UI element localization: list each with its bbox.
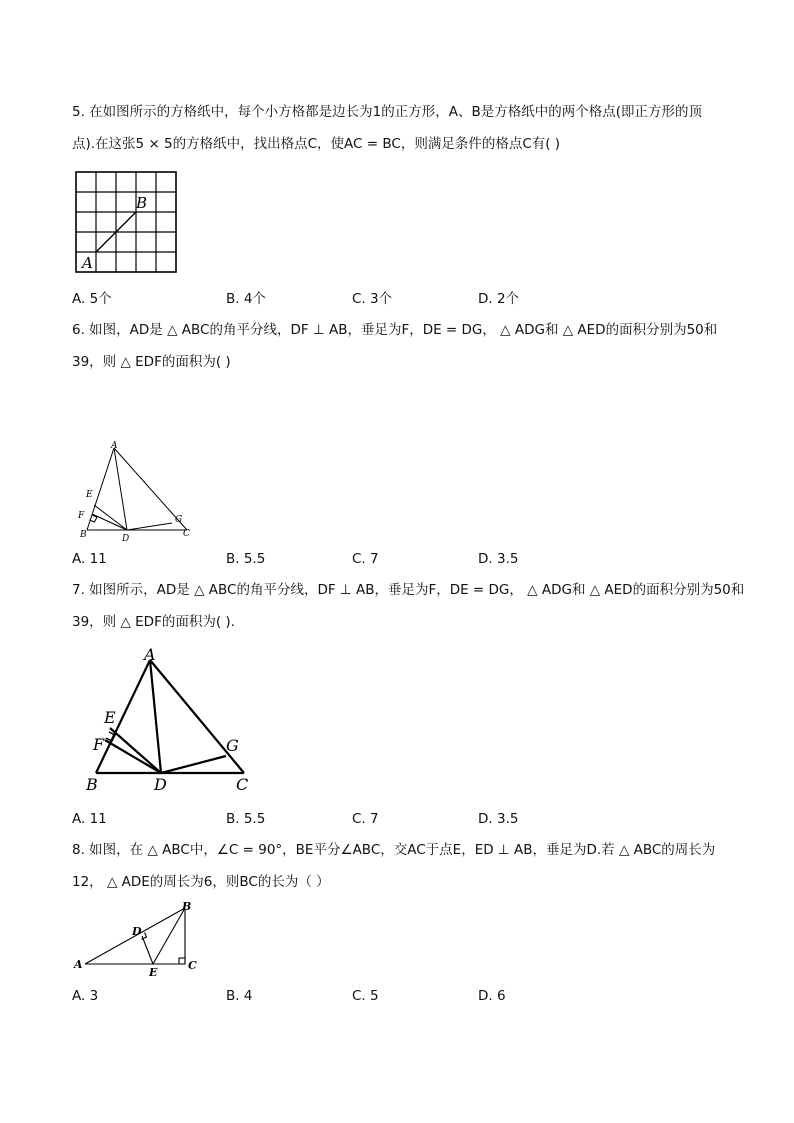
q8-label-d: D [132,925,142,938]
q8-triangle-figure [72,900,202,978]
q7-label-a: A [144,645,156,664]
q5-text-line2: 点).在这张5 × 5的方格纸中，找出格点C，使AC = BC，则满足条件的格点C有( ) [72,136,561,152]
q7-label-c: C [236,775,249,794]
q8-label-b: B [182,900,192,913]
q7-option-d: D. 3.5 [478,811,519,827]
q8-option-a: A. 3 [72,988,99,1004]
q7-option-b: B. 5.5 [226,811,266,827]
q6-text-line2: 39，则 △ EDF的面积为( ) [72,354,231,370]
q8-option-d: D. 6 [478,988,506,1004]
q6-label-e: E [86,490,93,500]
q5-option-c: C. 3个 [352,291,393,307]
q5-grid-figure [74,170,178,274]
q6-label-d: D [122,534,130,542]
q8-option-b: B. 4 [226,988,253,1004]
q5-label-a: A [82,254,93,272]
q5-text-line1: 5. 在如图所示的方格纸中，每个小方格都是边长为1的正方形，A、B是方格纸中的两个格点(即正方形的顶 [72,104,703,120]
q7-label-d: D [154,775,167,794]
q6-option-b: B. 5.5 [226,551,266,567]
q7-label-b: B [86,775,98,794]
q6-text-line1: 6. 如图，AD是 △ ABC的角平分线，DF ⊥ AB，垂足为F，DE = DG， △ ADG和 △ AED的面积分别为50和 [72,322,718,338]
q7-label-e: E [104,708,116,727]
q5-option-a: A. 5个 [72,291,112,307]
q6-option-c: C. 7 [352,551,379,567]
q6-option-a: A. 11 [72,551,107,567]
q8-text-line2: 12， △ ADE的周长为6，则BC的长为（ ） [72,874,330,890]
q6-label-c: C [183,529,190,539]
q5-label-b: B [136,194,148,212]
q6-label-b: B [80,530,87,540]
q6-triangle-figure [78,438,198,542]
q8-option-c: C. 5 [352,988,379,1004]
q7-triangle-figure [82,642,254,794]
q5-option-d: D. 2个 [478,291,520,307]
q6-label-f: F [78,511,85,521]
q7-label-f: F [93,735,105,754]
q6-option-d: D. 3.5 [478,551,519,567]
q5-option-b: B. 4个 [226,291,266,307]
q7-option-a: A. 11 [72,811,107,827]
q8-text-line1: 8. 如图，在 △ ABC中，∠C = 90°，BE平分∠ABC，交AC于点E，ED ⊥ AB，垂足为D.若 △ ABC的周长为 [72,842,716,858]
q7-label-g: G [226,736,239,755]
q7-text-line1: 7. 如图所示，AD是 △ ABC的角平分线，DF ⊥ AB，垂足为F，DE = DG， △ ADG和 △ AED的面积分别为50和 [72,582,745,598]
q8-label-e: E [149,966,158,978]
q6-label-a: A [111,441,118,451]
q7-option-c: C. 7 [352,811,379,827]
q7-text-line2: 39，则 △ EDF的面积为( ). [72,614,235,630]
q8-label-a: A [74,958,83,971]
q8-label-c: C [188,959,197,972]
q6-label-g: G [175,515,183,525]
